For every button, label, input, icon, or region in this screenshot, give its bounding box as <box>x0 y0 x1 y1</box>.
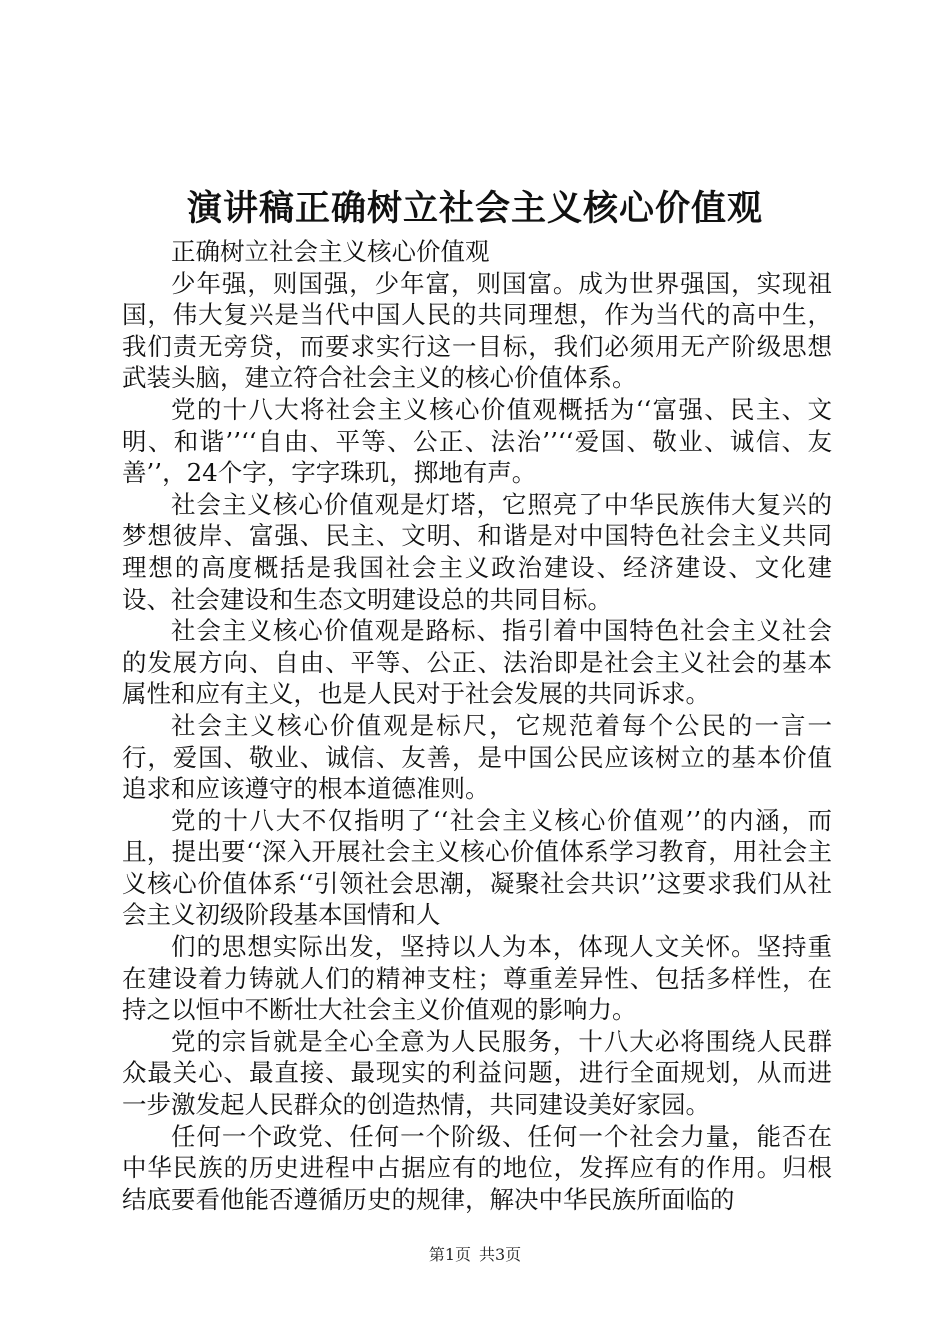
paragraph: 党的宗旨就是全心全意为人民服务，十八大必将围绕人民群众最关心、最直接、最现实的利益问题，进行全面规划，从而进一步激发起人民群众的创造热情，共同建设美好家园。 <box>122 1026 832 1120</box>
paragraph: 社会主义核心价值观是灯塔，它照亮了中华民族伟大复兴的梦想彼岸、富强、民主、文明、和谐是对中国特色社会主义共同理想的高度概括是我国社会主义政治建设、经济建设、文化建设、社会建设和生态文明建设总的共同目标。 <box>122 489 832 614</box>
paragraph: 社会主义核心价值观是路标、指引着中国特色社会主义社会的发展方向、自由、平等、公正、法治即是社会主义社会的基本属性和应有主义，也是人民对于社会发展的共同诉求。 <box>122 616 832 709</box>
paragraph: 党的十八大将社会主义核心价值观概括为‘‘富强、民主、文明、和谐’’‘‘自由、平等、公正、法治’’‘‘爱国、敬业、诚信、友善’’，24个字，字字珠玑，掷地有声。 <box>122 394 832 488</box>
paragraph-subtitle: 正确树立社会主义核心价值观 <box>171 237 490 266</box>
paragraph: 任何一个政党、任何一个阶级、任何一个社会力量，能否在中华民族的历史进程中占据应有的地位，发挥应有的作用。归根结底要看他能否遵循历史的规律，解决中华民族所面临的 <box>122 1121 832 1214</box>
document-title: 演讲稿正确树立社会主义核心价值观 <box>186 188 763 229</box>
page-number-total: 共3页 <box>479 1245 522 1264</box>
paragraph: 少年强，则国强，少年富，则国富。成为世界强国，实现祖国，伟大复兴是当代中国人民的共同理想，作为当代的高中生，我们责无旁贷，而要求实行这一目标，我们必须用无产阶级思想武装头脑，建立符合社会主义的核心价值体系。 <box>122 268 832 393</box>
paragraph: 社会主义核心价值观是标尺，它规范着每个公民的一言一行，爱国、敬业、诚信、友善，是中国公民应该树立的基本价值追求和应该遵守的根本道德准则。 <box>122 710 832 804</box>
paragraph: 党的十八大不仅指明了‘‘社会主义核心价值观’’的内涵，而且，提出要‘‘深入开展社会主义核心价值体系学习教育，用社会主义核心价值体系‘‘引领社会思潮，凝聚社会共识’’这要求我们从社会主义初级阶段基本国情和人 <box>122 805 832 930</box>
page-number-current: 第1页 <box>428 1245 471 1264</box>
page-footer <box>0 1243 950 1267</box>
paragraph: 们的思想实际出发，坚持以人为本，体现人文关怀。坚持重在建设着力铸就人们的精神支柱；尊重差异性、包括多样性，在持之以恒中不断壮大社会主义价值观的影响力。 <box>122 932 832 1025</box>
document-body <box>122 236 832 1215</box>
